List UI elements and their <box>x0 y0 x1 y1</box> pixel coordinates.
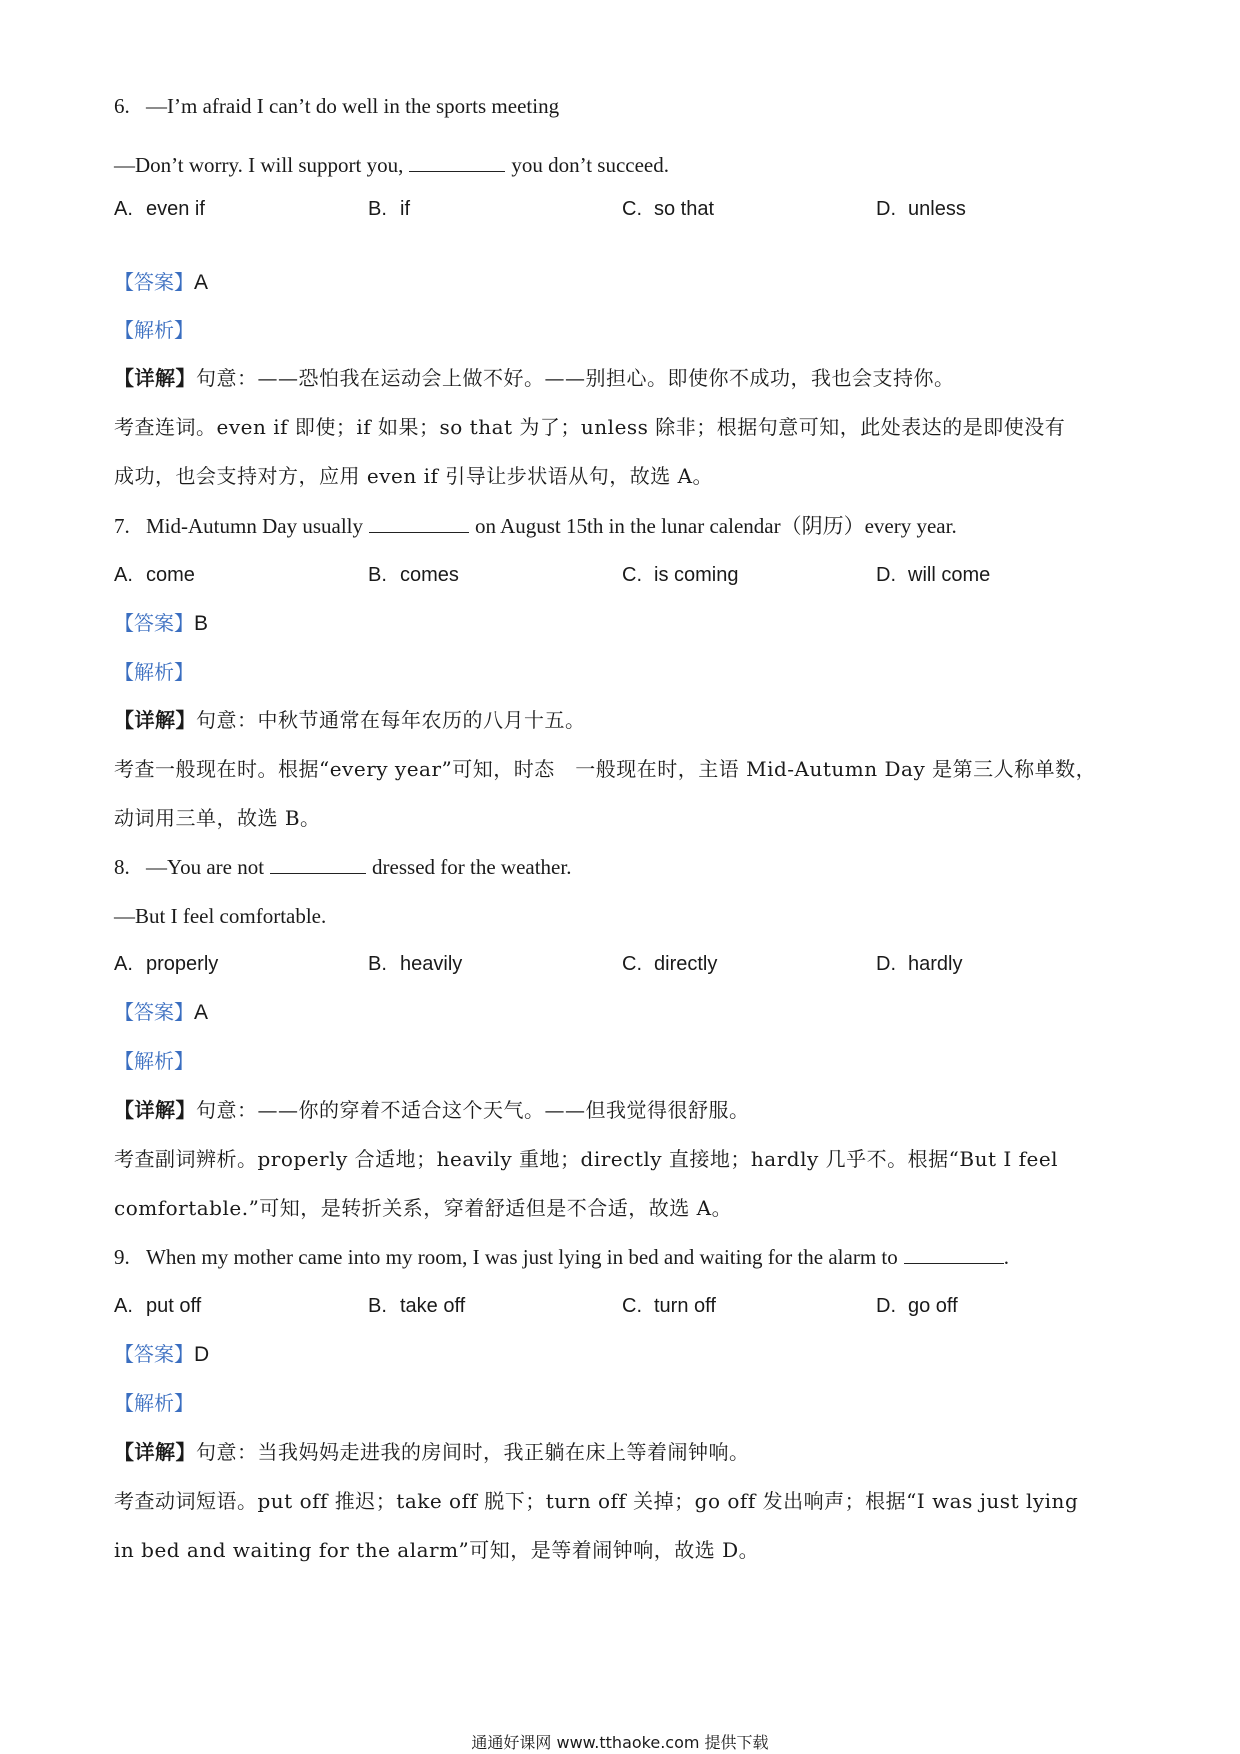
option-letter: A. <box>114 1295 133 1317</box>
answer-tag: 【答案】 <box>114 611 194 635</box>
q9-option-a <box>114 1292 201 1320</box>
q6-option-d <box>876 195 966 223</box>
answer-value: D <box>194 1343 210 1366</box>
option-text: heavily <box>400 953 463 975</box>
q9-stem <box>114 1243 1170 1271</box>
q6-stem-text: —I’m afraid I can’t do well in the sports meeting <box>146 94 560 118</box>
q6-number: 6. <box>114 94 130 118</box>
q6-detail <box>114 364 1170 392</box>
q8-detail <box>114 1096 1170 1124</box>
q6-blank <box>409 151 505 172</box>
answer-tag: 【答案】 <box>114 1342 194 1366</box>
q7-analysis-heading <box>114 658 1170 686</box>
q7-stem <box>114 512 1170 540</box>
q7-number: 7. <box>114 514 130 538</box>
analysis-tag: 【解析】 <box>114 1049 194 1073</box>
option-letter: A. <box>114 198 133 220</box>
q9-number: 9. <box>114 1245 130 1269</box>
q8-explanation-line2: comfortable.”可知，是转折关系，穿着舒适但是不合适，故选 A。 <box>114 1196 733 1220</box>
answer-value: A <box>194 1001 209 1024</box>
q8-option-d <box>876 950 962 978</box>
q6-stem-line1 <box>114 92 1170 120</box>
q8-stem-line1 <box>114 853 1170 881</box>
answer-value: A <box>194 271 209 294</box>
option-text: turn off <box>654 1295 716 1317</box>
answer-tag: 【答案】 <box>114 1000 194 1024</box>
q9-stem-before: When my mother came into my room, I was just lying in bed and waiting for the alarm to <box>146 1245 898 1269</box>
q9-detail <box>114 1438 1170 1466</box>
option-text: directly <box>654 953 718 975</box>
q9-option-b <box>368 1292 465 1320</box>
detail-tag: 【详解】 <box>114 366 196 390</box>
q8-analysis-heading <box>114 1047 1170 1075</box>
option-letter: C. <box>622 1295 642 1317</box>
q8-stem-before: —You are not <box>146 855 265 879</box>
detail-tag: 【详解】 <box>114 708 196 732</box>
q9-explanation-line1: 考查动词短语。put off 推迟；take off 脱下；turn off 关掉；go off 发出响声；根据“I was just lying <box>114 1489 1079 1513</box>
q6-stem-before: —Don’t worry. I will support you, <box>114 153 404 177</box>
option-text: come <box>146 564 195 586</box>
q7-explanation-line2: 动词用三单，故选 B。 <box>114 806 321 830</box>
q8-stem-line2: —But I feel comfortable. <box>114 904 327 928</box>
option-text: take off <box>400 1295 466 1317</box>
answer-tag: 【答案】 <box>114 270 194 294</box>
option-letter: B. <box>368 564 387 586</box>
q8-stem-after: dressed for the weather. <box>372 855 572 879</box>
q8-number: 8. <box>114 855 130 879</box>
q7-option-c <box>622 561 738 589</box>
option-text: comes <box>400 564 459 586</box>
option-letter: D. <box>876 1295 896 1317</box>
detail-tag: 【详解】 <box>114 1440 196 1464</box>
answer-value: B <box>194 612 209 635</box>
q6-option-a <box>114 195 205 223</box>
option-letter: A. <box>114 953 133 975</box>
analysis-tag: 【解析】 <box>114 1391 194 1415</box>
q9-blank <box>904 1243 1004 1264</box>
q6-explanation-line2: 成功，也会支持对方，应用 even if 引导让步状语从句，故选 A。 <box>114 464 714 488</box>
option-text: go off <box>908 1295 958 1317</box>
q8-option-c <box>622 950 717 978</box>
option-letter: C. <box>622 953 642 975</box>
q8-option-b <box>368 950 462 978</box>
detail-text: 句意：——你的穿着不适合这个天气。——但我觉得很舒服。 <box>196 1098 750 1122</box>
option-text: so that <box>654 198 715 220</box>
q8-explanation-line1: 考查副词辨析。properly 合适地；heavily 重地；directly 直接地；hardly 几乎不。根据“But I feel <box>114 1147 1059 1171</box>
option-text: if <box>400 198 410 220</box>
option-letter: B. <box>368 953 387 975</box>
q7-option-a <box>114 561 195 589</box>
q7-detail <box>114 706 1170 734</box>
q6-stem-line2 <box>114 151 1170 179</box>
q9-explanation-line2: in bed and waiting for the alarm”可知，是等着闹钟响，故选 D。 <box>114 1538 760 1562</box>
q7-stem-after: on August 15th in the lunar calendar（阴历）every year. <box>474 514 957 538</box>
q8-answer <box>114 998 1170 1027</box>
option-text: will come <box>908 564 991 586</box>
q9-stem-after: . <box>1003 1245 1009 1269</box>
q6-analysis-heading <box>114 316 1170 344</box>
q7-answer <box>114 609 1170 638</box>
analysis-tag: 【解析】 <box>114 318 194 342</box>
q6-option-b <box>368 195 410 223</box>
detail-tag: 【详解】 <box>114 1098 196 1122</box>
detail-text: 句意：当我妈妈走进我的房间时，我正躺在床上等着闹钟响。 <box>196 1440 750 1464</box>
q7-explanation-line1: 考查一般现在时。根据“every year”可知，时态 一般现在时，主语 Mid-Autumn Day 是第三人称单数， <box>114 757 1097 781</box>
q6-answer <box>114 268 1170 297</box>
option-text: is coming <box>654 564 739 586</box>
q8-option-a <box>114 950 218 978</box>
q6-stem-after: you don’t succeed. <box>511 153 669 177</box>
option-text: even if <box>146 198 205 220</box>
option-letter: D. <box>876 198 896 220</box>
option-text: put off <box>146 1295 202 1317</box>
option-text: properly <box>146 953 219 975</box>
q7-option-b <box>368 561 459 589</box>
q7-stem-before: Mid-Autumn Day usually <box>146 514 363 538</box>
q6-explanation-line1: 考查连词。even if 即使；if 如果；so that 为了；unless 除非；根据句意可知，此处表达的是即使没有 <box>114 415 1066 439</box>
q6-option-c <box>622 195 714 223</box>
q9-option-c <box>622 1292 716 1320</box>
option-letter: B. <box>368 1295 387 1317</box>
option-text: unless <box>908 198 966 220</box>
option-letter: A. <box>114 564 133 586</box>
detail-text: 句意：——恐怕我在运动会上做不好。——别担心。即使你不成功，我也会支持你。 <box>196 366 955 390</box>
option-text: hardly <box>908 953 963 975</box>
option-letter: C. <box>622 198 642 220</box>
option-letter: D. <box>876 953 896 975</box>
analysis-tag: 【解析】 <box>114 660 194 684</box>
option-letter: D. <box>876 564 896 586</box>
option-letter: B. <box>368 198 387 220</box>
q9-option-d <box>876 1292 958 1320</box>
q9-answer <box>114 1340 1170 1369</box>
detail-text: 句意：中秋节通常在每年农历的八月十五。 <box>196 708 586 732</box>
option-letter: C. <box>622 564 642 586</box>
q9-analysis-heading <box>114 1389 1170 1417</box>
page-footer: 通通好课网 www.tthaoke.com 提供下载 <box>471 1733 769 1752</box>
q7-blank <box>369 512 469 533</box>
q8-blank <box>270 853 366 874</box>
q7-option-d <box>876 561 990 589</box>
